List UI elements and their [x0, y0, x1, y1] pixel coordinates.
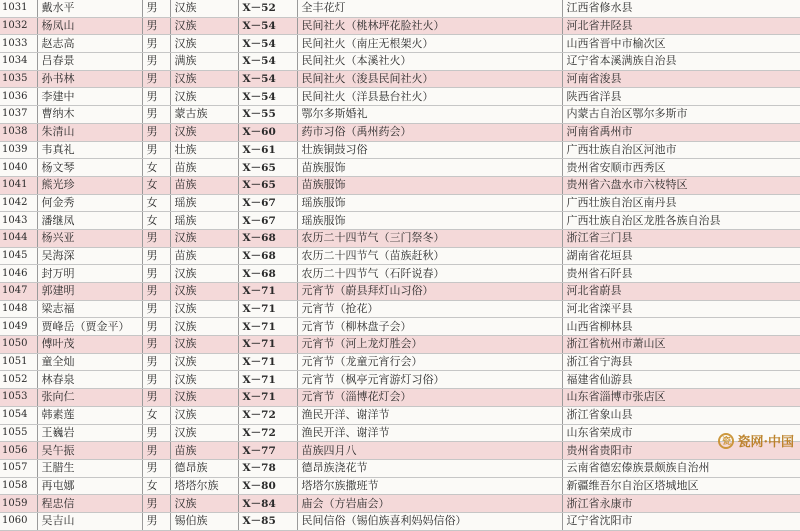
region: 辽宁省本溪满族自治县: [562, 53, 800, 71]
project-code: X－71: [238, 389, 297, 407]
table-row: [0, 318, 800, 336]
ethnicity: 苗族: [170, 159, 238, 177]
region: 河南省浚县: [562, 70, 800, 88]
row-number: 1051: [0, 353, 37, 371]
region: 贵州省六盘水市六枝特区: [562, 176, 800, 194]
table-row: [0, 371, 800, 389]
inheritor-name: 杨兴亚: [37, 229, 142, 247]
gender: 男: [142, 389, 170, 407]
inheritor-name: 吴午振: [37, 442, 142, 460]
region: 山西省晋中市榆次区: [562, 35, 800, 53]
inheritor-name: 韦真礼: [37, 141, 142, 159]
project-code: X－67: [238, 212, 297, 230]
row-number: 1040: [0, 159, 37, 177]
ethnicity: 汉族: [170, 336, 238, 354]
project-name: 民间社火（本溪社火）: [297, 53, 562, 71]
project-code: X－65: [238, 159, 297, 177]
gender: 男: [142, 336, 170, 354]
project-name: 农历二十四节气（三门祭冬）: [297, 229, 562, 247]
project-name: 民间社火（浚县民间社火）: [297, 70, 562, 88]
table-row: [0, 512, 800, 530]
project-name: 元宵节（蔚县拜灯山习俗）: [297, 283, 562, 301]
ethnicity: 汉族: [170, 35, 238, 53]
gender: 男: [142, 229, 170, 247]
row-number: 1034: [0, 53, 37, 71]
row-number: 1054: [0, 406, 37, 424]
project-name: 瑶族服饰: [297, 212, 562, 230]
table-row: [0, 265, 800, 283]
project-name: 药市习俗（禹州药会）: [297, 123, 562, 141]
gender: 女: [142, 477, 170, 495]
region: 浙江省杭州市萧山区: [562, 336, 800, 354]
table-row: [0, 389, 800, 407]
row-number: 1036: [0, 88, 37, 106]
porcelain-seal-icon: 瓷: [718, 433, 734, 449]
inheritor-name: 熊光珍: [37, 176, 142, 194]
project-name: 元宵节（柳林盘子会）: [297, 318, 562, 336]
row-number: 1041: [0, 176, 37, 194]
ethnicity: 德昂族: [170, 459, 238, 477]
table-row: [0, 477, 800, 495]
row-number: 1035: [0, 70, 37, 88]
project-code: X－71: [238, 371, 297, 389]
inheritor-name: 朱清山: [37, 123, 142, 141]
project-name: 德昂族浇花节: [297, 459, 562, 477]
project-name: 元宵节（抢花）: [297, 300, 562, 318]
project-code: X－54: [238, 70, 297, 88]
ethnicity: 瑶族: [170, 212, 238, 230]
watermark: [718, 431, 794, 450]
region: 贵州省石阡县: [562, 265, 800, 283]
project-code: X－68: [238, 229, 297, 247]
ethnicity: 汉族: [170, 300, 238, 318]
ethnicity: 汉族: [170, 406, 238, 424]
project-code: X－71: [238, 318, 297, 336]
gender: 男: [142, 17, 170, 35]
project-code: X－80: [238, 477, 297, 495]
project-code: X－54: [238, 17, 297, 35]
table-row: [0, 336, 800, 354]
ethnicity: 汉族: [170, 318, 238, 336]
table-row: [0, 141, 800, 159]
ethnicity: 蒙古族: [170, 106, 238, 124]
region: 内蒙古自治区鄂尔多斯市: [562, 106, 800, 124]
inheritor-name: 张向仁: [37, 389, 142, 407]
region: 山东省荣成市: [562, 424, 800, 442]
row-number: 1059: [0, 495, 37, 513]
inheritor-name: 王巍岩: [37, 424, 142, 442]
inheritor-name: 傅叶茂: [37, 336, 142, 354]
gender: 女: [142, 159, 170, 177]
project-name: 元宵节（龙童元宵行会）: [297, 353, 562, 371]
project-name: 民间信俗（锡伯族喜利妈妈信俗）: [297, 512, 562, 530]
project-name: 民间社火（桃林坪花脸社火）: [297, 17, 562, 35]
project-name: 鄂尔多斯婚礼: [297, 106, 562, 124]
gender: 男: [142, 53, 170, 71]
region: 贵州省安顺市西秀区: [562, 159, 800, 177]
table-row: [0, 35, 800, 53]
row-number: 1053: [0, 389, 37, 407]
gender: 女: [142, 406, 170, 424]
project-name: 苗族四月八: [297, 442, 562, 460]
gender: 男: [142, 512, 170, 530]
project-code: X－54: [238, 53, 297, 71]
project-code: X－85: [238, 512, 297, 530]
ethnicity: 塔塔尔族: [170, 477, 238, 495]
ethnicity: 汉族: [170, 70, 238, 88]
table-row: [0, 424, 800, 442]
region: 河北省滦平县: [562, 300, 800, 318]
gender: 男: [142, 265, 170, 283]
project-code: X－68: [238, 247, 297, 265]
gender: 男: [142, 247, 170, 265]
ethnicity: 汉族: [170, 495, 238, 513]
inheritor-name: 曹纳木: [37, 106, 142, 124]
inheritor-name: 杨文琴: [37, 159, 142, 177]
table-row: [0, 88, 800, 106]
region: 河南省禹州市: [562, 123, 800, 141]
ethnicity: 苗族: [170, 247, 238, 265]
project-name: 全丰花灯: [297, 0, 562, 17]
inheritor-name: 杨凤山: [37, 17, 142, 35]
gender: 女: [142, 194, 170, 212]
table-row: [0, 283, 800, 301]
row-number: 1049: [0, 318, 37, 336]
project-code: X－52: [238, 0, 297, 17]
gender: 男: [142, 70, 170, 88]
gender: 男: [142, 318, 170, 336]
table-row: [0, 442, 800, 460]
row-number: 1039: [0, 141, 37, 159]
inheritor-name: 吴海深: [37, 247, 142, 265]
region: 山东省淄博市张店区: [562, 389, 800, 407]
ethnicity: 汉族: [170, 371, 238, 389]
row-number: 1045: [0, 247, 37, 265]
project-code: X－72: [238, 406, 297, 424]
table-row: [0, 247, 800, 265]
gender: 男: [142, 459, 170, 477]
region: 河北省井陉县: [562, 17, 800, 35]
row-number: 1057: [0, 459, 37, 477]
project-code: X－54: [238, 88, 297, 106]
row-number: 1060: [0, 512, 37, 530]
ethnicity: 锡伯族: [170, 512, 238, 530]
region: 广西壮族自治区河池市: [562, 141, 800, 159]
project-name: 塔塔尔族撒班节: [297, 477, 562, 495]
project-name: 民间社火（南庄无根架火）: [297, 35, 562, 53]
region: 陕西省洋县: [562, 88, 800, 106]
region: 广西壮族自治区南丹县: [562, 194, 800, 212]
project-name: 农历二十四节气（石阡说春）: [297, 265, 562, 283]
region: 湖南省花垣县: [562, 247, 800, 265]
project-code: X－71: [238, 336, 297, 354]
project-name: 元宵节（河上龙灯胜会）: [297, 336, 562, 354]
inheritor-name: 孙书林: [37, 70, 142, 88]
ethnicity: 汉族: [170, 389, 238, 407]
region: 辽宁省沈阳市: [562, 512, 800, 530]
project-name: 渔民开洋、谢洋节: [297, 406, 562, 424]
region: 浙江省三门县: [562, 229, 800, 247]
region: 广西壮族自治区龙胜各族自治县: [562, 212, 800, 230]
ethnicity: 汉族: [170, 0, 238, 17]
region: 山西省柳林县: [562, 318, 800, 336]
gender: 女: [142, 176, 170, 194]
ethnicity: 汉族: [170, 88, 238, 106]
row-number: 1052: [0, 371, 37, 389]
table-row: [0, 495, 800, 513]
ethnicity: 汉族: [170, 265, 238, 283]
project-code: X－67: [238, 194, 297, 212]
project-code: X－77: [238, 442, 297, 460]
table-row: [0, 212, 800, 230]
region: 新疆维吾尔自治区塔城地区: [562, 477, 800, 495]
row-number: 1046: [0, 265, 37, 283]
project-code: X－60: [238, 123, 297, 141]
region: 贵州省贵阳市: [562, 442, 800, 460]
ethnicity: 汉族: [170, 17, 238, 35]
table-row: [0, 406, 800, 424]
gender: 男: [142, 371, 170, 389]
table-row: [0, 70, 800, 88]
row-number: 1044: [0, 229, 37, 247]
project-name: 壮族铜鼓习俗: [297, 141, 562, 159]
project-name: 元宵节（枫亭元宵游灯习俗）: [297, 371, 562, 389]
gender: 男: [142, 141, 170, 159]
region: 浙江省宁海县: [562, 353, 800, 371]
inheritor-name: 韩素莲: [37, 406, 142, 424]
project-code: X－68: [238, 265, 297, 283]
row-number: 1050: [0, 336, 37, 354]
table-row: [0, 17, 800, 35]
project-name: 民间社火（洋县悬台社火）: [297, 88, 562, 106]
inheritor-name: 程忠信: [37, 495, 142, 513]
ethnicity: 苗族: [170, 442, 238, 460]
row-number: 1047: [0, 283, 37, 301]
inheritor-name: 郭建明: [37, 283, 142, 301]
gender: 男: [142, 424, 170, 442]
region: 云南省德宏傣族景颇族自治州: [562, 459, 800, 477]
table-row: [0, 0, 800, 17]
region: 浙江省永康市: [562, 495, 800, 513]
project-name: 农历二十四节气（苗族赶秋）: [297, 247, 562, 265]
gender: 男: [142, 123, 170, 141]
region: 浙江省象山县: [562, 406, 800, 424]
row-number: 1055: [0, 424, 37, 442]
project-name: 元宵节（淄博花灯会）: [297, 389, 562, 407]
row-number: 1032: [0, 17, 37, 35]
ethnicity: 瑶族: [170, 194, 238, 212]
inheritor-name: 童全灿: [37, 353, 142, 371]
project-code: X－65: [238, 176, 297, 194]
inheritor-name: 梁志福: [37, 300, 142, 318]
watermark-text: 瓷网·中国: [737, 435, 794, 450]
row-number: 1037: [0, 106, 37, 124]
project-code: X－54: [238, 35, 297, 53]
table-row: [0, 176, 800, 194]
inheritor-name: 赵志高: [37, 35, 142, 53]
table-row: [0, 123, 800, 141]
project-code: X－71: [238, 300, 297, 318]
project-code: X－71: [238, 353, 297, 371]
gender: 男: [142, 495, 170, 513]
inheritor-name: 何金秀: [37, 194, 142, 212]
row-number: 1056: [0, 442, 37, 460]
inheritor-name: 戴水平: [37, 0, 142, 17]
inheritor-name: 贾峰岳（贾金平）: [37, 318, 142, 336]
inheritor-name: 林春泉: [37, 371, 142, 389]
inheritor-name: 封万明: [37, 265, 142, 283]
ethnicity: 满族: [170, 53, 238, 71]
gender: 男: [142, 353, 170, 371]
inheritor-name: 吴吉山: [37, 512, 142, 530]
project-name: 渔民开洋、谢洋节: [297, 424, 562, 442]
project-code: X－72: [238, 424, 297, 442]
project-code: X－84: [238, 495, 297, 513]
ethnicity: 壮族: [170, 141, 238, 159]
ethnicity: 汉族: [170, 283, 238, 301]
table-row: [0, 229, 800, 247]
table-row: [0, 159, 800, 177]
ethnicity: 汉族: [170, 353, 238, 371]
project-code: X－55: [238, 106, 297, 124]
table-row: [0, 53, 800, 71]
ethnicity: 汉族: [170, 424, 238, 442]
project-code: X－78: [238, 459, 297, 477]
region: 江西省修水县: [562, 0, 800, 17]
gender: 男: [142, 35, 170, 53]
inheritor-name: 吕春景: [37, 53, 142, 71]
ethnicity: 苗族: [170, 176, 238, 194]
project-name: 苗族服饰: [297, 176, 562, 194]
row-number: 1031: [0, 0, 37, 17]
gender: 男: [142, 0, 170, 17]
table-row: [0, 300, 800, 318]
ethnicity: 汉族: [170, 123, 238, 141]
row-number: 1058: [0, 477, 37, 495]
region: 河北省蔚县: [562, 283, 800, 301]
project-name: 瑶族服饰: [297, 194, 562, 212]
gender: 男: [142, 300, 170, 318]
row-number: 1038: [0, 123, 37, 141]
project-name: 苗族服饰: [297, 159, 562, 177]
row-number: 1048: [0, 300, 37, 318]
row-number: 1042: [0, 194, 37, 212]
table-row: [0, 194, 800, 212]
table-row: [0, 106, 800, 124]
inheritor-name: 再屯娜: [37, 477, 142, 495]
inheritor-name: 王腊生: [37, 459, 142, 477]
table-row: [0, 353, 800, 371]
gender: 女: [142, 212, 170, 230]
row-number: 1043: [0, 212, 37, 230]
project-code: X－61: [238, 141, 297, 159]
project-code: X－71: [238, 283, 297, 301]
inheritor-name: 潘继凤: [37, 212, 142, 230]
gender: 男: [142, 106, 170, 124]
project-name: 庙会（方岩庙会）: [297, 495, 562, 513]
table-row: [0, 459, 800, 477]
gender: 男: [142, 88, 170, 106]
ethnicity: 汉族: [170, 229, 238, 247]
region: 福建省仙游县: [562, 371, 800, 389]
inheritor-name: 李建中: [37, 88, 142, 106]
row-number: 1033: [0, 35, 37, 53]
gender: 男: [142, 442, 170, 460]
gender: 男: [142, 283, 170, 301]
